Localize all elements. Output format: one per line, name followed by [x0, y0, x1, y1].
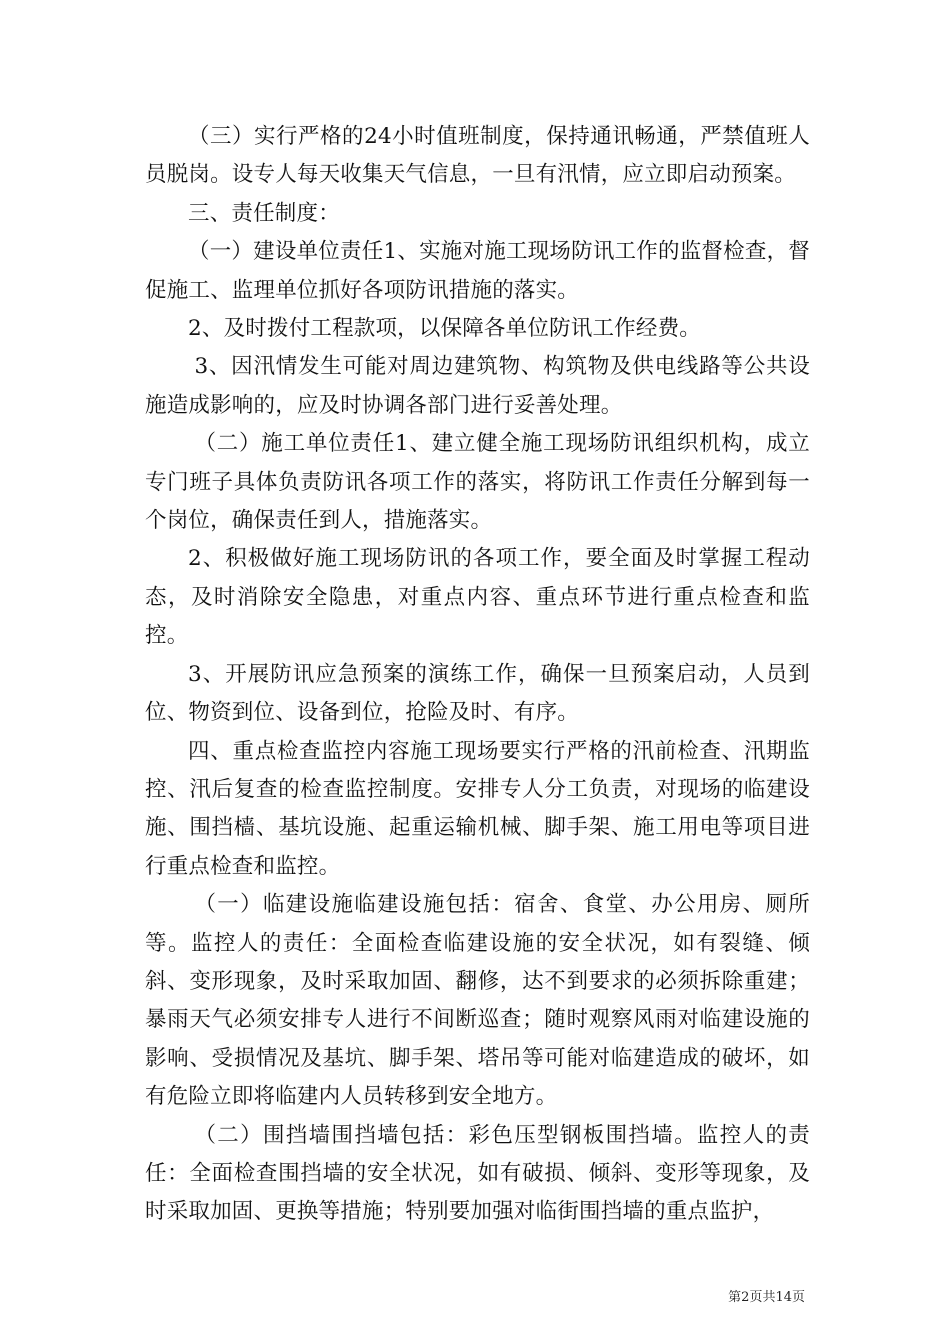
paragraph-temporary-facilities: （一）临建设施临建设施包括：宿舍、食堂、办公用房、厕所等。监控人的责任：全面检查临建设施的安全状况，如有裂缝、倾斜、变形现象，及时采取加固、翻修，达不到要求的必须拆除重建；暴雨天气必须安排专人进行不间断巡查；随时观察风雨对临建设施的影响、受损情况及基坑、脚手架、塔吊等可能对临建造成的破坏，如有危险立即将临建内人员转移到安全地方。: [145, 892, 810, 1110]
paragraph-contractor-responsibility: （二）施工单位责任1、建立健全施工现场防讯组织机构，成立专门班子具体负责防讯各项工作的落实，将防讯工作责任分解到每一个岗位，确保责任到人，措施落实。: [145, 431, 810, 534]
paragraph-owner-funding: 2、及时拨付工程款项，以保障各单位防讯工作经费。: [188, 316, 701, 342]
paragraph-duty-system: （三）实行严格的24小时值班制度，保持通讯畅通，严禁值班人员脱岗。设专人每天收集天气信息，一旦有汛情，应立即启动预案。: [145, 124, 810, 188]
paragraph-key-inspection: 四、重点检查监控内容施工现场要实行严格的汛前检查、汛期监控、汛后复查的检查监控制度。安排专人分工负责，对现场的临建设施、围挡樯、基坑设施、起重运输机械、脚手架、施工用电等项目进行重点检查和监控。: [145, 738, 810, 879]
paragraph-owner-responsibility: （一）建设单位责任1、实施对施工现场防讯工作的监督检查，督促施工、监理单位抓好各项防讯措施的落实。: [145, 239, 810, 303]
paragraph-contractor-work: 2、积极做好施工现场防讯的各项工作，要全面及时掌握工程动态，及时消除安全隐患，对重点内容、重点环节进行重点检查和监控。: [145, 546, 810, 649]
paragraph-owner-coordination: 3、因汛情发生可能对周边建筑物、构筑物及供电线路等公共设施造成影响的，应及时协调各部门进行妥善处理。: [145, 354, 810, 418]
paragraph-enclosure-walls: （二）围挡墙围挡墙包括：彩色压型钢板围挡墙。监控人的责任：全面检查围挡墙的安全状况，如有破损、倾斜、变形等现象，及时采取加固、更换等措施；特别要加强对临街围挡墙的重点监护，: [145, 1122, 810, 1225]
paragraph-contractor-drills: 3、开展防讯应急预案的演练工作，确保一旦预案启动，人员到位、物资到位、设备到位，抢险及时、有序。: [145, 661, 810, 726]
heading-responsibility-system: 三、责任制度：: [188, 200, 340, 226]
page-number: 第2页共14页: [728, 1290, 805, 1305]
document-body: [145, 118, 810, 1232]
